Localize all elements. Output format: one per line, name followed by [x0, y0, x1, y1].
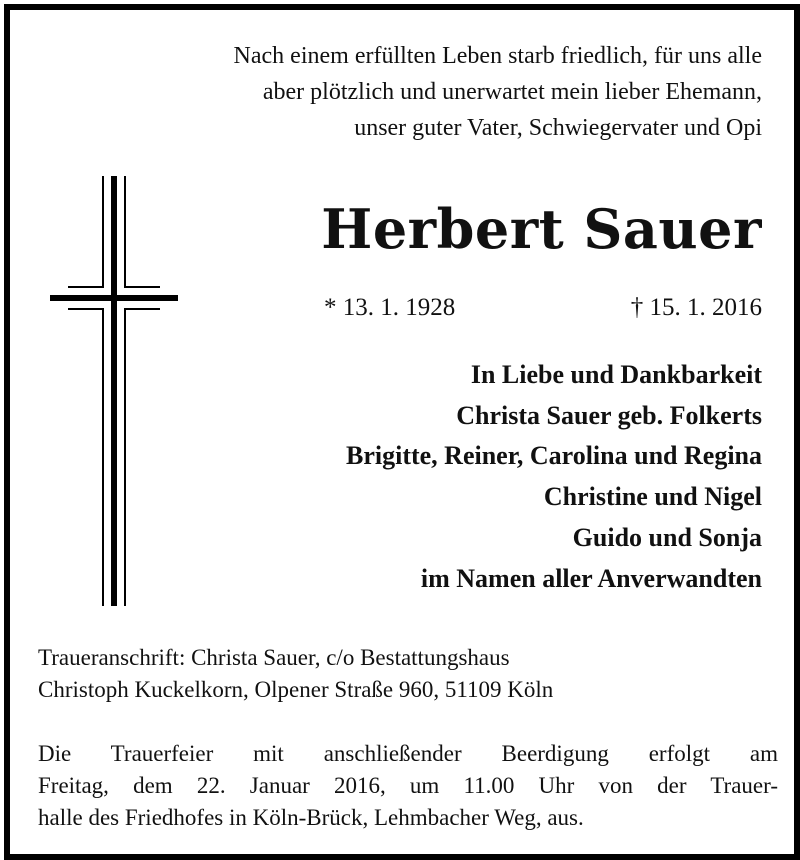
ceremony-line: Die Trauerfeier mit anschließender Beerdigung erfolgt am — [38, 741, 778, 766]
mourners-list — [142, 355, 762, 599]
death-date: † 15. 1. 2016 — [630, 294, 762, 321]
deceased-name: Herbert Sauer — [321, 197, 762, 261]
intro-text — [42, 38, 762, 146]
mourner-line: Guido und Sonja — [572, 522, 762, 552]
address-line: Christoph Kuckelkorn, Olpener Straße 960, 51109 Köln — [38, 677, 554, 702]
intro-line: unser guter Vater, Schwiegervater und Opi — [354, 115, 762, 141]
mourner-line: In Liebe und Dankbarkeit — [470, 360, 762, 389]
mourner-line: Brigitte, Reiner, Carolina und Regina — [345, 441, 762, 471]
intro-line: Nach einem erfüllten Leben starb friedlich, für uns alle — [233, 43, 762, 69]
funeral-ceremony-info — [38, 738, 778, 834]
birth-date: * 13. 1. 1928 — [324, 294, 456, 321]
obituary-frame — [4, 4, 800, 860]
ceremony-line: halle des Friedhofes in Köln-Brück, Lehmbacher Weg, aus. — [38, 805, 584, 830]
intro-line: aber plötzlich und unerwartet mein lieber Ehemann, — [262, 79, 762, 105]
ceremony-line: Freitag, dem 22. Januar 2016, um 11.00 Uhr von der Trauer- — [38, 773, 778, 798]
mourner-line: im Namen aller Anverwandten — [420, 563, 762, 593]
mourning-address — [38, 642, 768, 706]
address-line: Traueranschrift: Christa Sauer, c/o Bestattungshaus — [38, 645, 510, 670]
mourner-line: Christa Sauer geb. Folkerts — [456, 400, 762, 430]
mourner-line: Christine und Nigel — [543, 482, 762, 512]
